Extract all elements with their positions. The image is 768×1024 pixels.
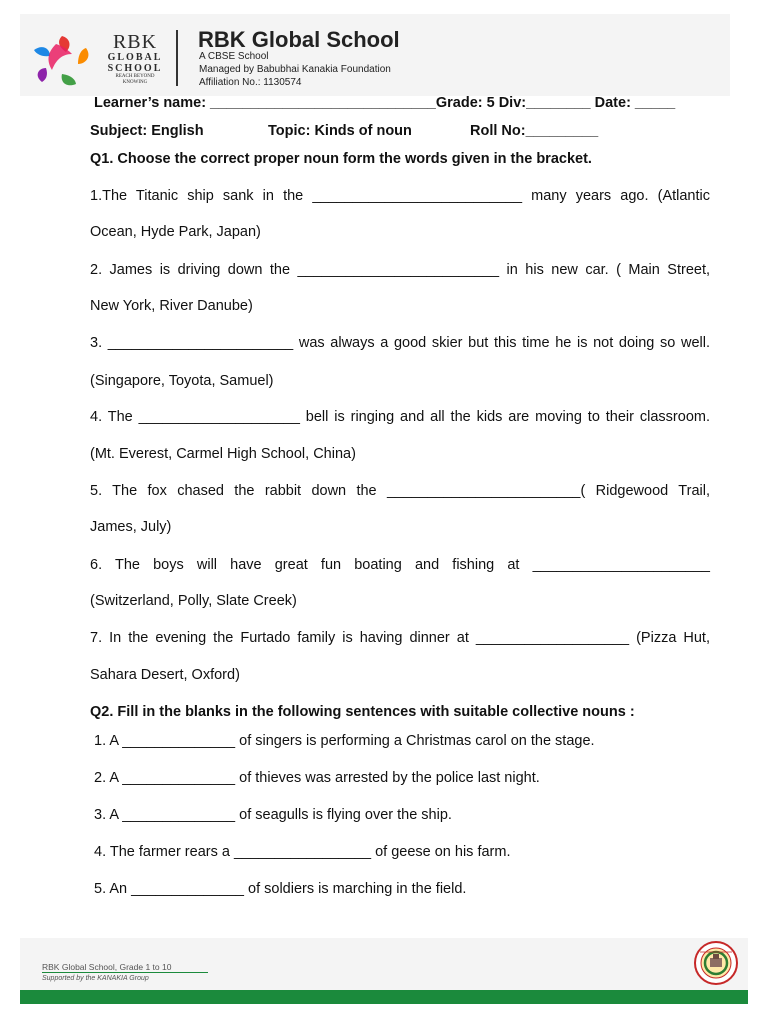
- learner-info-line: Learner’s name: ____________________________Grade: 5 Div:________ Date: _____: [94, 95, 676, 111]
- header-divider: [176, 30, 178, 86]
- logo-tagline-2: KNOWING: [122, 80, 148, 85]
- subject-line: [90, 122, 710, 140]
- q1-line: Ocean, Hyde Park, Japan): [90, 224, 261, 240]
- q2-title: Q2. Fill in the blanks in the following sentences with suitable collective nouns :: [90, 704, 635, 720]
- q1-line: 2. James is driving down the _________________________ in his new car. ( Main Street,: [90, 262, 710, 278]
- q2-line: 4. The farmer rears a _________________ of geese on his farm.: [94, 844, 511, 860]
- roll-number-label: Roll No:_________: [470, 123, 599, 139]
- school-name: RBK Global School: [198, 27, 400, 52]
- school-logo-icon: [26, 30, 98, 92]
- subject-label: Subject: English: [90, 123, 204, 139]
- q2-line: 1. A ______________ of singers is performing a Christmas carol on the stage.: [94, 733, 595, 749]
- logo-global: GLOBAL: [107, 52, 163, 63]
- q2-line: 2. A ______________ of thieves was arrested by the police last night.: [94, 770, 540, 786]
- q2-line: 5. An ______________ of soldiers is marching in the field.: [94, 881, 467, 897]
- q1-line: 5. The fox chased the rabbit down the ________________________( Ridgewood Trail,: [90, 483, 710, 499]
- q1-line: James, July): [90, 519, 172, 535]
- q1-title: Q1. Choose the correct proper noun form the words given in the bracket.: [90, 151, 592, 167]
- cbse-seal-icon: [692, 940, 740, 986]
- q1-line: 6. The boys will have great fun boating and fishing at ______________________: [90, 557, 710, 573]
- school-management: Managed by Babubhai Kanakia Foundation: [199, 64, 391, 75]
- logo-wordmark: [102, 32, 168, 86]
- school-affiliation-type: A CBSE School: [199, 51, 269, 62]
- footer-rule: [42, 972, 208, 973]
- q1-line: (Singapore, Toyota, Samuel): [90, 373, 274, 389]
- q1-line: 7. In the evening the Furtado family is having dinner at ___________________ (Pizza Hut,: [90, 630, 710, 646]
- footer-supported-text: Supported by the KANAKIA Group: [42, 975, 149, 982]
- footer-green-bar: [20, 990, 748, 1004]
- q1-line: (Switzerland, Polly, Slate Creek): [90, 593, 297, 609]
- q2-line: 3. A ______________ of seagulls is flying over the ship.: [94, 807, 452, 823]
- logo-rbk: RBK: [112, 31, 158, 53]
- footer-school-text: RBK Global School, Grade 1 to 10: [42, 962, 172, 972]
- logo-school: SCHOOL: [107, 63, 163, 74]
- q1-line: Sahara Desert, Oxford): [90, 667, 240, 683]
- topic-label: Topic: Kinds of noun: [268, 123, 412, 139]
- logo-tagline-1: REACH BEYOND: [115, 74, 155, 79]
- q1-line: 4. The ____________________ bell is ringing and all the kids are moving to their classroom.: [90, 409, 710, 425]
- q1-line: 1.The Titanic ship sank in the __________________________ many years ago. (Atlantic: [90, 188, 710, 204]
- q1-line: 3. _______________________ was always a good skier but this time he is not doing so well.: [90, 335, 710, 351]
- q1-line: New York, River Danube): [90, 298, 253, 314]
- q1-line: (Mt. Everest, Carmel High School, China): [90, 446, 356, 462]
- school-affiliation-number: Affiliation No.: 1130574: [199, 77, 302, 88]
